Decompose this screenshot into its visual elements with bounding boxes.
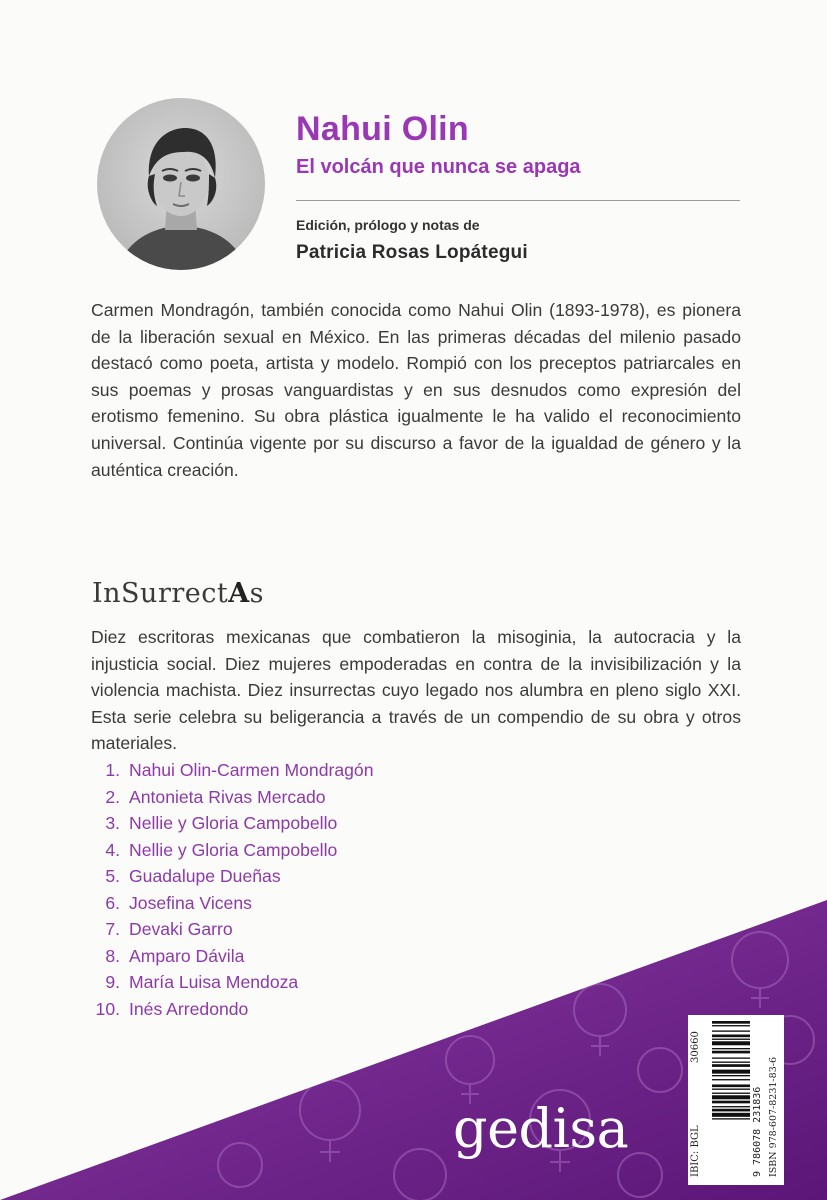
series-name-part3: s: [249, 578, 265, 609]
series-name: [92, 578, 264, 609]
divider: [296, 200, 740, 201]
list-item-number: 7.: [105, 919, 120, 939]
barcode-bar: [712, 1079, 750, 1080]
barcode-bar: [712, 1075, 750, 1076]
list-item-number: 2.: [105, 786, 120, 807]
barcode-bar: [712, 1089, 750, 1090]
list-item-number: 9.: [105, 972, 120, 992]
barcode-bar: [712, 1030, 750, 1031]
list-item-title: Inés Arredondo: [129, 998, 249, 1019]
barcode-bar: [712, 1084, 750, 1087]
list-item: [88, 943, 373, 970]
barcode-digits: 9 786078 231836: [752, 1086, 763, 1177]
series-name-part1: InSurrect: [92, 578, 229, 609]
barcode-bar: [712, 1109, 750, 1112]
book-subtitle: El volcán que nunca se apaga: [296, 156, 581, 178]
list-item: [88, 916, 373, 943]
list-item: [88, 810, 373, 837]
barcode-bar: [712, 1106, 750, 1107]
barcode-bar: [712, 1070, 750, 1074]
barcode-ibic: IBIC: BGL: [690, 1125, 701, 1177]
barcode-bar: [712, 1025, 750, 1026]
list-item-title: Nellie y Gloria Campobello: [129, 839, 338, 860]
barcode-bar: [712, 1064, 750, 1067]
list-item: [88, 969, 373, 996]
list-item-number: 1.: [105, 760, 120, 780]
series-description: Diez escritoras mexicanas que combatieron la misoginia, la autocracia y la injusticia social. Diez mujeres empoderadas en contra de la invisibilización y la violencia machista. Diez insurrectas cuyo legado nos alumbra en pleno siglo XXI. Esta serie celebra su beligerancia a través de un compendio de su obra y otros materiales.: [91, 627, 741, 754]
barcode-bar: [712, 1048, 750, 1049]
barcode-bar: [712, 1021, 750, 1024]
barcode-bar: [712, 1062, 750, 1063]
barcode-label: [688, 1015, 784, 1185]
barcode-bar: [712, 1057, 750, 1058]
list-item-number: 5.: [105, 866, 120, 886]
credit-label: Edición, prólogo y notas de: [296, 217, 480, 233]
list-item-title: Josefina Vicens: [129, 892, 252, 913]
list-item-number: 8.: [105, 945, 120, 966]
list-item-title: Amparo Dávila: [129, 945, 245, 966]
list-item-number: 4.: [105, 839, 120, 860]
list-item-title: Antonieta Rivas Mercado: [129, 786, 326, 807]
barcode-code: 30660: [690, 1031, 701, 1063]
book-title: Nahui Olin: [296, 110, 469, 148]
series-name-part2: A: [228, 578, 250, 609]
barcode-isbn: ISBN 978-607-8231-83-6: [768, 1057, 779, 1177]
barcode-bar: [712, 1039, 750, 1040]
editor-name: Patricia Rosas Lopátegui: [296, 242, 528, 263]
list-item-number: 10.: [95, 998, 120, 1019]
barcode-bar: [712, 1095, 750, 1099]
list-item-title: Devaki Garro: [129, 919, 233, 939]
list-item: [88, 837, 373, 864]
list-item-title: Nellie y Gloria Campobello: [129, 813, 338, 833]
series-title-list: [88, 757, 373, 1022]
list-item-title: Nahui Olin-Carmen Mondragón: [129, 760, 374, 780]
list-item-title: María Luisa Mendoza: [129, 972, 299, 992]
synopsis: Carmen Mondragón, también conocida como Nahui Olin (1893-1978), es pionera de la liberación sexual en México. En las primeras décadas del milenio pasado destacó como poeta, artista y modelo. Rompió con los preceptos patriarcales en sus poemas y prosas vanguardistas y en sus desnudos como expresión del erotismo femenino. Su obra plástica igualmente le ha valido el reconocimiento universal. Continúa vigente por su discurso a favor de la igualdad de género y la auténtica creación.: [91, 300, 741, 480]
list-item: [88, 890, 373, 917]
barcode-bar: [712, 1118, 750, 1119]
barcode-bar: [712, 1051, 750, 1054]
barcode-bar: [712, 1093, 750, 1094]
list-item: [88, 784, 373, 811]
author-portrait: [97, 98, 265, 270]
barcode-bar: [712, 1041, 750, 1045]
barcode-bar: [712, 1035, 750, 1038]
barcode-bar: [712, 1113, 750, 1117]
list-item-number: 6.: [105, 892, 120, 913]
list-item-number: 3.: [105, 813, 120, 833]
list-item: [88, 863, 373, 890]
publisher-logo: gedisa: [453, 1097, 629, 1160]
list-item: [88, 757, 373, 784]
list-item-title: Guadalupe Dueñas: [129, 866, 281, 886]
barcode-bar: [712, 1101, 750, 1104]
list-item: [88, 996, 373, 1023]
